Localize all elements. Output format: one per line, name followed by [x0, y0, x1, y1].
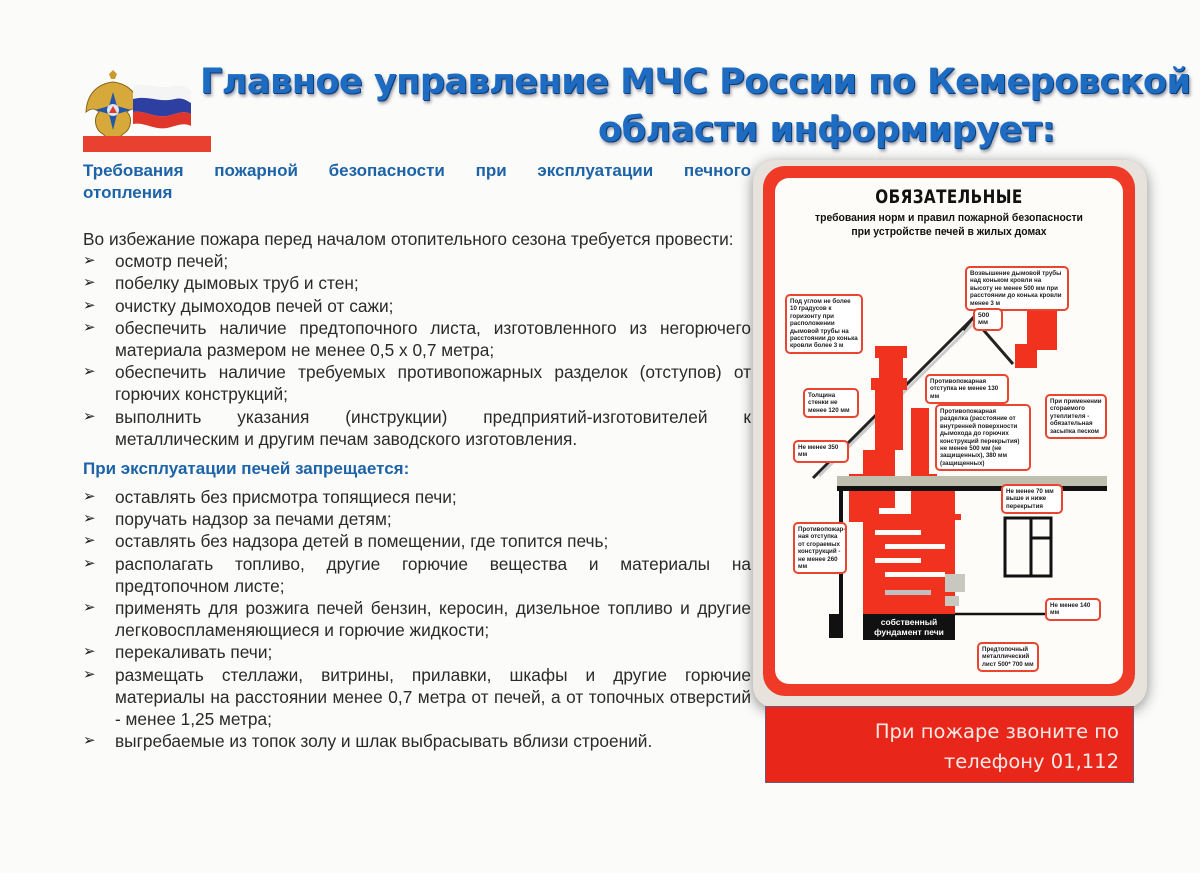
list-item: ➢ обеспечить наличие требуемых противопожарных разделок (отступов) от горючих конструкций;	[83, 362, 751, 405]
arrow-bullet-icon: ➢	[83, 532, 96, 550]
arrow-bullet-icon: ➢	[83, 732, 96, 750]
poster-subtitle: требования норм и правил пожарной безопасности при устройстве печей в жилых домах	[815, 212, 1083, 238]
list-item: ➢ применять для розжига печей бензин, керосин, дизельное топливо и другие легковоспламеняющиеся и горючие жидкости;	[83, 598, 751, 641]
stove-body-icon	[857, 514, 965, 614]
list-item: ➢ перекаливать печи;	[83, 642, 273, 663]
list-item: ➢ обеспечить наличие предтопочного листа, изготовленного из негорючего материала размером не менее 0,5 х 0,7 метра;	[83, 317, 751, 361]
arrow-bullet-icon: ➢	[83, 665, 96, 683]
window-icon	[1005, 518, 1051, 576]
arrow-bullet-icon: ➢	[83, 407, 96, 425]
list-item: ➢ побелку дымовых труб и стен;	[83, 273, 359, 294]
note-500mm: 500 мм	[973, 308, 1003, 331]
poster-title: ОБЯЗАТЕЛЬНЫЕ	[875, 186, 1023, 208]
call-text-line-1: При пожаре звоните по	[874, 720, 1119, 743]
list-item: ➢ осмотр печей;	[83, 251, 229, 272]
arrow-bullet-icon: ➢	[83, 274, 96, 292]
list-item: ➢ выгребаемые из топок золу и шлак выбрасывать вблизи строений.	[83, 731, 653, 752]
note-min-70: Не менее 70 мм выше и ниже перекрытия	[1001, 484, 1063, 514]
page-title-line-2: области информирует:	[597, 110, 1055, 150]
required-list	[83, 250, 751, 450]
arrow-bullet-icon: ➢	[83, 363, 96, 381]
poster-inner	[775, 178, 1123, 684]
list-item: ➢ оставлять без присмотра топящиеся печи;	[83, 487, 457, 508]
list-item: ➢ размещать стеллажи, витрины, прилавки, шкафы и другие горючие материалы на расстоянии менее 0,7 метра от печей, а от топочных отверстий - менее 1,25 метра;	[83, 664, 751, 730]
note-separation: Противопожарная разделка (расстояние от внутренней поверхности дымохода до горючих конструкций перекрытия) не менее 500 мм (не защищенных), 380 мм (защищенных)	[935, 404, 1031, 471]
section-heading-forbidden: При эксплуатации печей запрещается:	[83, 459, 410, 479]
russian-flag-icon	[131, 82, 193, 130]
arrow-bullet-icon: ➢	[83, 599, 96, 617]
section-heading-requirements-cont: отопления	[83, 183, 173, 202]
arrow-bullet-icon: ➢	[83, 296, 96, 314]
note-roof-offset: Противопожарная отступка не менее 130 мм	[925, 374, 1009, 404]
note-wall-thickness: Толщина стенки не менее 120 мм	[803, 388, 859, 418]
logo-red-bar	[83, 136, 211, 152]
list-item: ➢ выполнить указания (инструкции) предприятий-изготовителей к металлическим и другим печам заводского изготовления.	[83, 406, 751, 449]
note-angle: Под углом не более 10 градусов к горизонту при расположении дымовой трубы на расстоянии до конька кровли более 3 м	[785, 294, 863, 354]
call-text-line-2: телефону 01,112	[943, 750, 1119, 773]
note-wall-offset: Противопожар-ная отступка от сгораемых конструкций - не менее 260 мм	[793, 522, 847, 574]
note-insulation: При применении сгораемого утеплителя - обязательная засыпка песком	[1045, 394, 1107, 439]
chimney-right-icon	[1015, 302, 1057, 368]
list-item: ➢ поручать надзор за печами детям;	[83, 509, 392, 530]
note-min-350: Не менее 350 мм	[793, 440, 849, 463]
mchs-logo	[83, 62, 213, 154]
arrow-bullet-icon: ➢	[83, 510, 96, 528]
arrow-bullet-icon: ➢	[83, 643, 96, 661]
list-item: ➢ располагать топливо, другие горючие вещества и материалы на предтопочном листе;	[83, 553, 751, 596]
list-item: ➢ оставлять без надзора детей в помещении, где топится печь;	[83, 531, 609, 552]
fire-safety-poster	[763, 166, 1135, 696]
svg-text:собственный: собственный	[880, 617, 938, 627]
note-chimney-height: Возвышение дымовой трубы над коньком кровли на высоту не менее 500 мм при расстоянии до конька кровли менее 3 м	[965, 266, 1069, 311]
emergency-call-box	[765, 706, 1134, 783]
forbidden-list	[83, 486, 751, 752]
arrow-bullet-icon: ➢	[83, 554, 96, 572]
intro-paragraph: Во избежание пожара перед началом отопительного сезона требуется провести:	[83, 229, 734, 249]
arrow-bullet-icon: ➢	[83, 488, 96, 506]
svg-text:фундамент печи: фундамент печи	[874, 627, 944, 637]
note-min-140: Не менее 140 мм	[1045, 598, 1101, 621]
left-column	[83, 160, 751, 752]
list-item: ➢ очистку дымоходов печей от сажи;	[83, 295, 394, 316]
arrow-bullet-icon: ➢	[83, 318, 96, 336]
page-title-line-1: Главное управление МЧС России по Кемеровской	[200, 62, 1191, 102]
note-sheet: Предтопочный металлический лист 500* 700 мм	[977, 642, 1039, 672]
section-heading-requirements: Требования пожарной безопасности при эксплуатации печного	[83, 161, 751, 180]
arrow-bullet-icon: ➢	[83, 252, 96, 270]
